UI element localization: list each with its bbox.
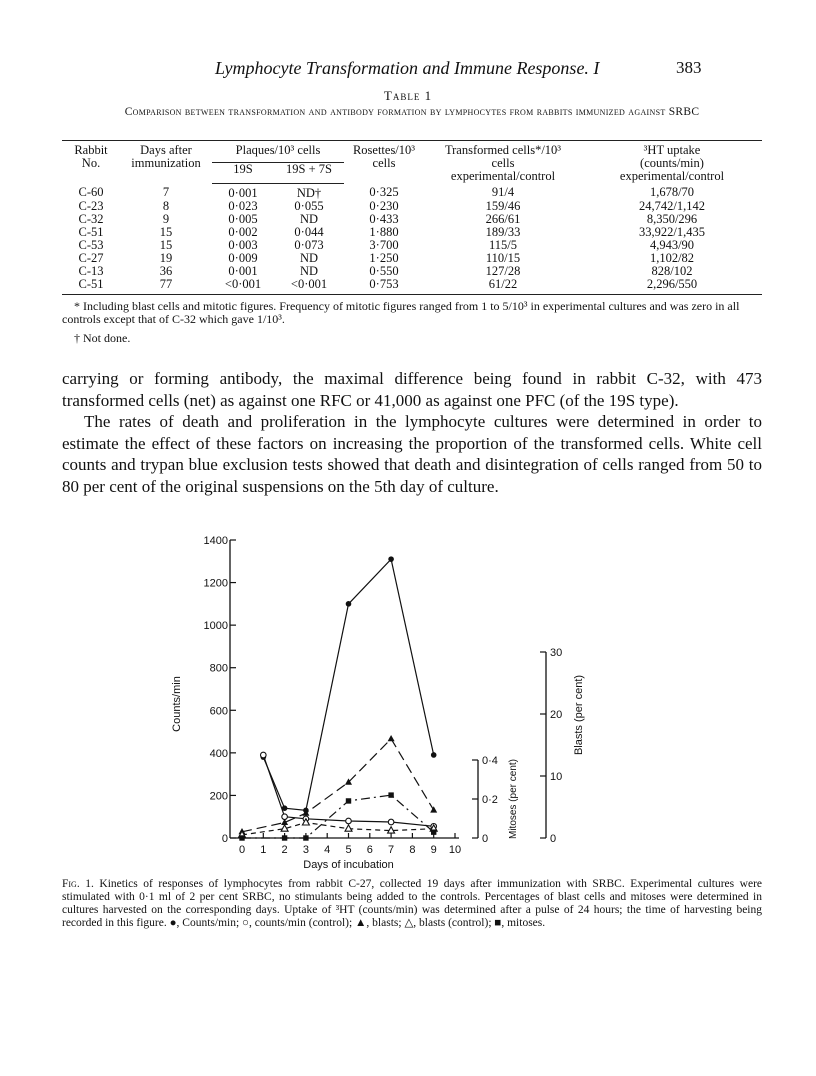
y-tick-label-mitoses: 0 [482,833,489,845]
x-tick-label: 6 [366,844,373,856]
paragraph: The rates of death and proliferation in the lymphocyte cultures were determined in order to estimate the effect of these factors on increasing the proportion of the transformed cells. White cell counts and trypan blue exclusion tests showed that death and disintegration of cells ranged from 50 to 80 per cent of the original suspensions on the 5th day of culture. [62,412,762,496]
y-tick-label-counts: 0 [221,833,228,845]
y-tick-label-counts: 400 [209,747,228,760]
chart-series [239,556,438,840]
page-number: 383 [676,58,702,77]
data-point-mitoses [239,835,244,840]
y-tick-label-blasts: 10 [550,771,563,783]
table-row: C-51 77 <0·001 <0·001 0·753 61/22 2,296/550 [62,278,762,295]
table-row: C-60 7 0·001 ND† 0·325 91/4 1,678/70 [78,185,695,200]
data-table [62,140,762,295]
data-point-mitoses [282,835,287,840]
footnote-asterisk: * Including blast cells and mitotic figures. Frequency of mitotic figures ranged from 1 to 5/10³ in experimental cultures and was zero in all controls except that of C-32 which gave 1/10³. [62,299,740,326]
table-row: C-23 8 0·023 0·055 0·230 159/46 24,742/1,142 [78,198,705,213]
y-tick-label-counts: 600 [209,705,228,718]
series-line-0 [263,559,433,810]
col-header-rosettes: Rosettes/10³ cells [344,141,424,184]
col-header-days: Days after immunization [120,141,212,184]
x-tick-label: 2 [281,844,288,856]
x-tick-label: 5 [345,844,352,856]
y-axis-label-blasts: Blasts (per cent) [573,674,585,756]
table-row: C-32 9 0·005 ND 0·433 266/61 8,350/296 [78,211,698,226]
x-tick-label: 7 [388,844,395,856]
table-row: C-13 36 0·001 ND 0·550 127/28 828/102 [78,263,693,278]
table-row: C-51 15 0·002 0·044 1·880 189/33 33,922/1,435 [78,224,705,239]
data-point-mitoses [431,829,436,834]
y-tick-label-blasts: 30 [550,647,563,659]
y-tick-label-blasts: 0 [550,833,557,845]
col-header-plaques: Plaques/10³ cells [212,141,344,163]
data-point-blasts [430,806,437,812]
table-row: C-53 15 0·003 0·073 3·700 115/5 4,943/90 [78,237,695,252]
series-line-3 [242,823,434,835]
col-header-uptake: ³HT uptake (counts/min) experimental/control [582,141,762,184]
data-point-counts-control [282,814,288,820]
x-tick-label: 8 [409,844,416,856]
figure-caption [62,878,762,930]
series-line-4 [242,795,434,838]
series-line-1 [263,755,433,826]
x-tick-label: 10 [448,844,462,856]
x-tick-label: 9 [430,844,437,856]
data-point-mitoses [303,835,308,840]
y-tick-label-counts: 1000 [203,620,228,633]
y-tick-label-blasts: 20 [550,709,563,721]
series-line-2 [242,739,434,832]
body-text [62,368,762,497]
running-head [0,58,816,82]
paragraph: carrying or forming antibody, the maximal difference being found in rabbit C-32, with 473 transformed cells (net) as against one RFC or 41,000 as against one PFC (of the 19S type). [62,369,762,410]
data-point-mitoses [346,798,351,803]
data-point-blasts [388,735,395,741]
x-axis-label: Days of incubation [303,859,394,871]
footnote-dagger: † Not done. [74,331,131,345]
running-title: Lymphocyte Transformation and Immune Response. I [215,58,600,78]
y-axis-label-counts: Counts/min [171,676,183,732]
table-label: Table 1 [383,88,433,103]
figure-chart [150,530,610,871]
y-tick-label-counts: 1200 [203,577,228,590]
table-row: C-27 19 0·009 ND 1·250 110/15 1,102/82 [78,250,695,265]
y-tick-label-counts: 1400 [203,535,228,547]
data-point-counts-control [346,818,352,824]
data-point-blasts-control [345,825,352,831]
x-tick-label: 4 [324,844,331,856]
data-point-counts-control [261,752,267,758]
y-axis-label-mitoses: Mitoses (per cent) [508,758,519,840]
data-point-counts-control [388,819,394,825]
data-point-counts [388,556,394,562]
col-header-rabbit: Rabbit No. [62,141,120,184]
y-tick-label-counts: 800 [209,662,228,675]
table-body [62,183,762,294]
y-tick-label-mitoses: 0·2 [482,794,498,806]
data-point-counts [346,601,352,607]
chart-axes [171,535,585,871]
x-tick-label: 0 [238,844,246,856]
x-tick-label: 3 [302,844,309,856]
data-point-mitoses [388,792,393,797]
data-point-counts [431,752,437,758]
col-header-19s-7s: 19S + 7S [274,162,344,183]
figure-label: Fig. 1. [62,878,94,890]
y-tick-label-counts: 200 [209,790,228,803]
col-header-19s: 19S [212,162,274,183]
y-tick-label-mitoses: 0·4 [482,755,498,767]
table-caption: Comparison between transformation and antibody formation by lymphocytes from rabbits immunized against SRBC [124,106,700,118]
col-header-transformed: Transformed cells*/10³ cells experimental/control [424,141,582,184]
figure-caption-text: Kinetics of responses of lymphocytes from rabbit C-27, collected 19 days after immunization with SRBC. Experimental cultures were stimulated with 0·1 ml of 2 per cent SRBC, no stimulants being added to the controls. Percentages of blast cells and mitoses were determined in cultures harvested on the corresponding days. Uptake of ³HT (counts/min) was determined after a pulse of 24 hours; the time of harvesting being recorded in this figure. ●, Counts/min; ○, counts/min (control); ▲, blasts; △, blasts (control); ■, mitoses. [62,878,763,929]
x-tick-label: 1 [260,844,267,856]
table-footnotes [62,300,762,351]
